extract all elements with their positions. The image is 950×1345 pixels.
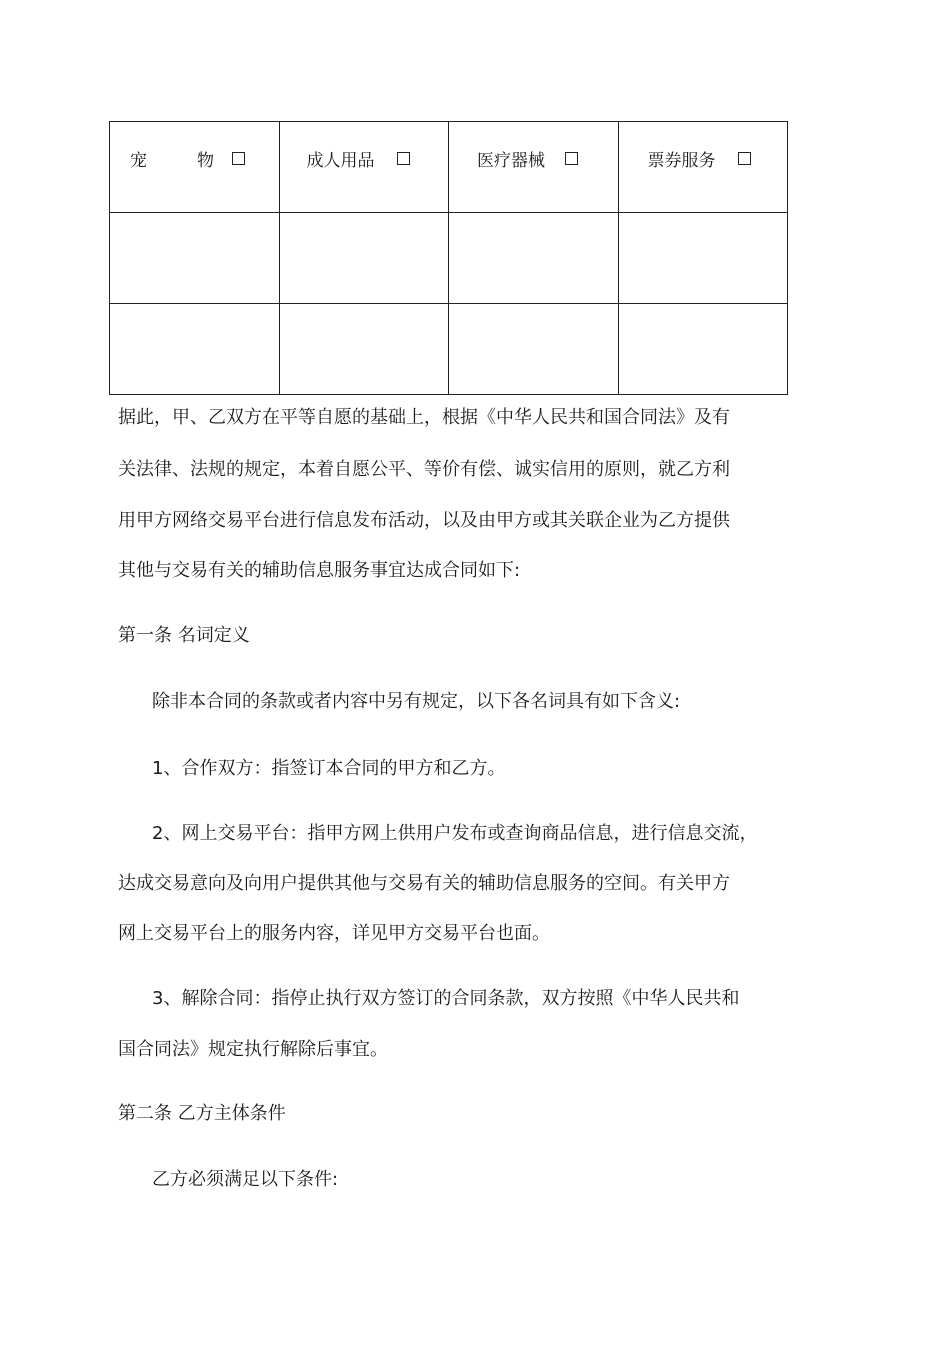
text-line: 达成交易意向及向用户提供其他与交易有关的辅助信息服务的空间。有关甲方 — [118, 873, 730, 894]
text-line: 关法律、法规的规定，本着自愿公平、等价有偿、诚实信用的原则，就乙方利 — [118, 459, 730, 480]
text-line: 用甲方网络交易平台进行信息发布活动，以及由甲方或其关联企业为乙方提供 — [118, 510, 730, 531]
text-line: 国合同法》规定执行解除后事宜。 — [118, 1039, 388, 1060]
table-cell — [449, 213, 619, 304]
category-cell-pet — [110, 122, 280, 213]
checkbox-medical[interactable] — [565, 152, 578, 165]
table-cell — [110, 304, 280, 395]
table-row — [110, 304, 788, 395]
category-label-adult: 成人用品 — [306, 150, 375, 171]
table-cell — [110, 213, 280, 304]
category-table — [109, 121, 788, 395]
table-cell — [449, 304, 619, 395]
text-line: 3、解除合同：指停止执行双方签订的合同条款，双方按照《中华人民共和 — [152, 988, 740, 1009]
text-line: 第二条 乙方主体条件 — [118, 1103, 286, 1124]
text-line: 1、合作双方：指签订本合同的甲方和乙方。 — [152, 758, 506, 779]
category-label-pet-1: 宠 — [130, 150, 147, 171]
category-label-pet-2: 物 — [197, 150, 214, 171]
table-cell — [279, 304, 449, 395]
table-cell — [279, 213, 449, 304]
table-header-row — [110, 122, 788, 213]
checkbox-adult[interactable] — [397, 152, 410, 165]
text-line: 其他与交易有关的辅助信息服务事宜达成合同如下: — [118, 560, 521, 581]
checkbox-pet[interactable] — [232, 152, 245, 165]
text-line: 2、网上交易平台：指甲方网上供用户发布或查询商品信息，进行信息交流， — [152, 823, 758, 844]
text-line: 除非本合同的条款或者内容中另有规定，以下各名词具有如下含义: — [152, 691, 681, 712]
table-cell — [618, 213, 788, 304]
table-row — [110, 213, 788, 304]
text-line: 据此，甲、乙双方在平等自愿的基础上，根据《中华人民共和国合同法》及有 — [118, 407, 730, 428]
category-label-medical: 医疗器械 — [477, 150, 545, 171]
category-cell-medical — [449, 122, 619, 213]
checkbox-ticket[interactable] — [738, 152, 751, 165]
category-cell-ticket — [618, 122, 788, 213]
text-line: 第一条 名词定义 — [118, 625, 250, 646]
table-cell — [618, 304, 788, 395]
text-line: 网上交易平台上的服务内容，详见甲方交易平台也面。 — [118, 923, 550, 944]
category-cell-adult — [279, 122, 449, 213]
text-line: 乙方必须满足以下条件: — [152, 1169, 339, 1190]
category-label-ticket: 票券服务 — [647, 150, 716, 171]
